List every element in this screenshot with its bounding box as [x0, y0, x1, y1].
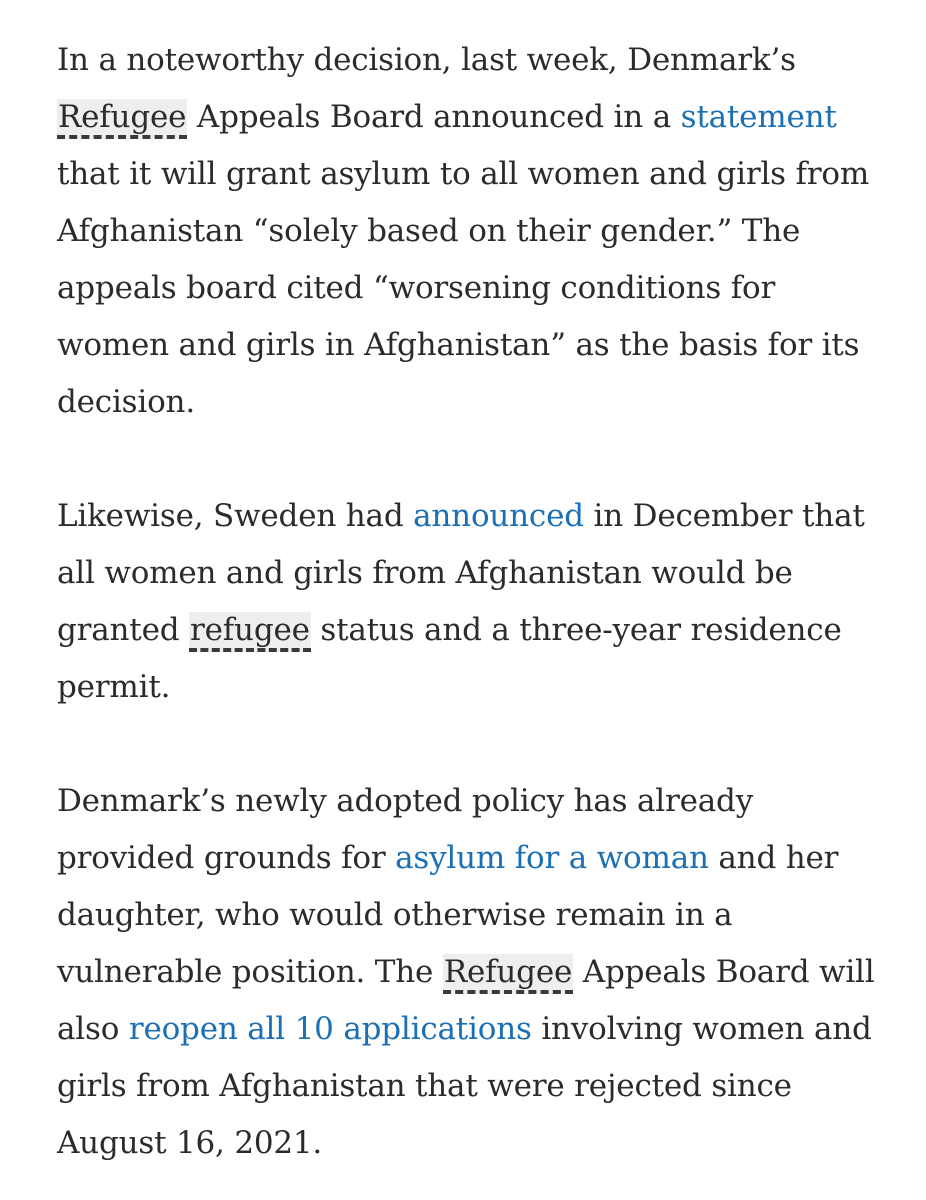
- paragraph-text: Denmark’s newly adopted policy has already provided grounds for: [57, 783, 754, 876]
- paragraph-text: Likewise, Sweden had: [57, 498, 414, 534]
- paragraph-text: involving women and girls from Afghanistan that were rejected since August 16, 2021.: [57, 1011, 872, 1161]
- asylum-for-a-woman-link[interactable]: asylum for a woman: [395, 840, 709, 876]
- paragraph-text: Appeals Board will also: [57, 954, 875, 1047]
- paragraph-sweden: [57, 488, 887, 716]
- paragraph-text: In a noteworthy decision, last week, Denmark’s: [57, 42, 796, 78]
- paragraph-text: status and a three-year residence permit.: [57, 612, 842, 705]
- paragraph-denmark-policy: [57, 773, 887, 1172]
- article-body: [57, 32, 887, 1172]
- glossary-term-refugee[interactable]: Refugee: [57, 99, 187, 139]
- paragraph-text: and her daughter, who would otherwise remain in a vulnerable position. The: [57, 840, 839, 990]
- glossary-term-refugee[interactable]: Refugee: [443, 954, 573, 994]
- announced-link[interactable]: announced: [413, 498, 584, 534]
- statement-link[interactable]: statement: [680, 99, 837, 135]
- paragraph-denmark-decision: [57, 32, 887, 431]
- paragraph-text: that it will grant asylum to all women and girls from Afghanistan “solely based on their gender.” The appeals board cited “worsening conditions for women and girls in Afghanistan” as the basis for its decision.: [57, 156, 870, 420]
- reopen-applications-link[interactable]: reopen all 10 applications: [128, 1011, 532, 1047]
- glossary-term-refugee[interactable]: refugee: [189, 612, 311, 652]
- paragraph-text: in December that all women and girls from Afghanistan would be granted: [57, 498, 865, 648]
- paragraph-text: Appeals Board announced in a: [187, 99, 681, 135]
